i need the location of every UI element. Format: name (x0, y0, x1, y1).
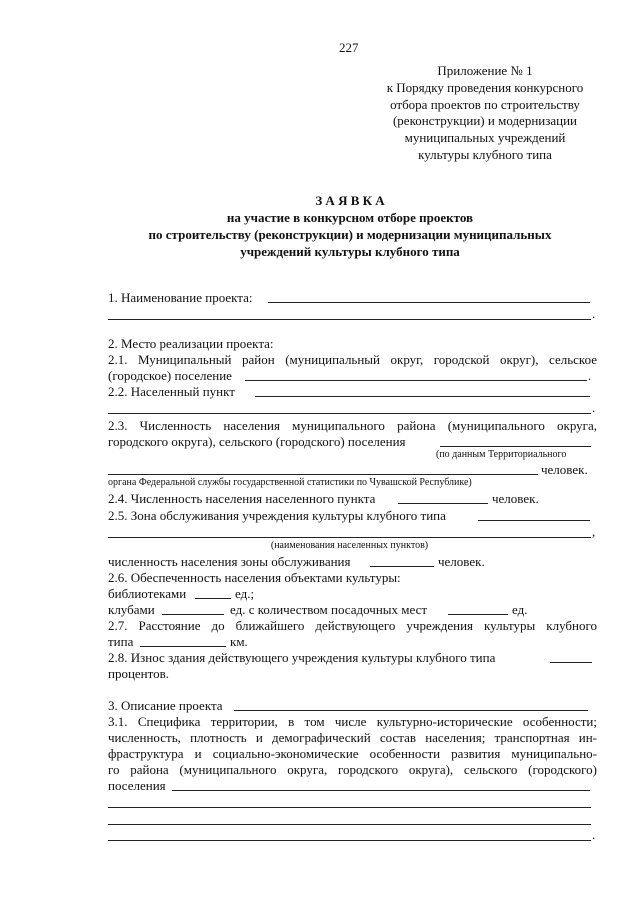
p25-pop-person: человек. (438, 554, 485, 569)
p21-text: 2.1. Муниципальный район (муниципальный округ, городской округ), сельское (108, 352, 597, 367)
p25-pop-text: численность населения зоны обслуживания (108, 554, 351, 569)
page-number: 227 (339, 40, 359, 55)
appendix-line: Приложение № 1 (437, 63, 533, 78)
appendix-line: (реконструкции) и модернизации (392, 113, 578, 128)
libraries-field[interactable] (195, 598, 231, 599)
p23-note-1: (по данным Территориального (436, 449, 567, 460)
service-zone-field[interactable] (478, 520, 590, 521)
title-line: учреждений культуры клубного типа (240, 244, 460, 259)
distance-field[interactable] (140, 646, 226, 647)
p23-text-2: городского округа), сельского (городского) поселения (108, 434, 406, 449)
description-field[interactable] (234, 710, 588, 711)
p28-text: 2.8. Износ здания действующего учреждения культуры клубного типа (108, 650, 496, 665)
period: . (588, 368, 592, 383)
p28-percent: процентов. (108, 666, 170, 681)
population-field[interactable] (440, 446, 591, 447)
territory-field-4[interactable] (108, 840, 591, 841)
section-3-heading: 3. Описание проекта (108, 698, 223, 713)
territory-field-3[interactable] (108, 824, 591, 825)
p26-text: 2.6. Обеспеченность населения объектами культуры: (108, 570, 401, 585)
clubs-label: клубами (108, 602, 155, 617)
section-2-heading: 2. Место реализации проекта: (108, 336, 274, 351)
service-zone-field-2[interactable] (108, 537, 591, 538)
seats-field[interactable] (448, 614, 508, 615)
project-name-label: 1. Наименование проекта: (108, 290, 253, 305)
appendix-line: муниципальных учреждений (404, 130, 566, 145)
p22-text: 2.2. Населенный пункт (108, 384, 235, 399)
title-line: на участие в конкурсном отборе проектов (226, 210, 474, 225)
p31-text: го района (муниципального округа, городского округа), сельского (городского) (108, 762, 597, 777)
p31-text: 3.1. Специфика территории, в том числе культурно-исторические особенности; (108, 714, 597, 729)
p27-unit: км. (230, 634, 248, 649)
p24-text: 2.4. Численность населения населенного пункта (108, 491, 376, 506)
p27-type: типа (108, 634, 134, 649)
comma: , (592, 524, 596, 539)
locality-population-field[interactable] (398, 503, 488, 504)
period: . (592, 827, 596, 842)
p23-person: человек. (541, 462, 588, 477)
locality-field-2[interactable] (108, 413, 591, 414)
settlement-field[interactable] (245, 380, 587, 381)
zone-population-field[interactable] (370, 566, 434, 567)
p27-text: 2.7. Расстояние до ближайшего действующего учреждения культуры клубного (108, 618, 597, 633)
clubs-unit: ед. с количеством посадочных мест (230, 602, 428, 617)
p23-note-2: органа Федеральной службы государственной статистики по Чувашской Республике) (108, 477, 472, 488)
territory-field[interactable] (172, 790, 590, 791)
p24-person: человек. (492, 491, 539, 506)
p23-text: 2.3. Численность населения муниципального района (муниципального округа, (108, 418, 597, 433)
libraries-unit: ед.; (235, 586, 255, 601)
clubs-field[interactable] (162, 614, 224, 615)
p25-note: (наименования населенных пунктов) (270, 540, 429, 551)
title-heading: З А Я В К А (315, 193, 385, 208)
p31-text-end: поселения (108, 778, 166, 793)
appendix-line: культуры клубного типа (418, 147, 552, 162)
territory-field-2[interactable] (108, 807, 591, 808)
appendix-line: отбора проектов по строительству (390, 97, 580, 112)
seats-unit: ед. (512, 602, 528, 617)
title-line: по строительству (реконструкции) и модернизации муниципальных (148, 227, 552, 242)
wear-field[interactable] (550, 662, 592, 663)
population-field-2[interactable] (108, 474, 538, 475)
p25-text: 2.5. Зона обслуживания учреждения культуры клубного типа (108, 508, 446, 523)
p21-text-2: (городское) поселение (108, 368, 232, 383)
locality-field[interactable] (255, 396, 590, 397)
project-name-field[interactable] (268, 302, 590, 303)
p31-text: фраструктура и социально-экономические особенности развития муниципально- (108, 746, 597, 761)
period: . (592, 306, 596, 321)
appendix-line: к Порядку проведения конкурсного (386, 80, 584, 95)
libraries-label: библиотеками (108, 586, 187, 601)
project-name-field-2[interactable] (108, 319, 591, 320)
p31-text: численность, плотность и демографический состав населения; транспортная ин- (108, 730, 597, 745)
period: . (592, 400, 596, 415)
